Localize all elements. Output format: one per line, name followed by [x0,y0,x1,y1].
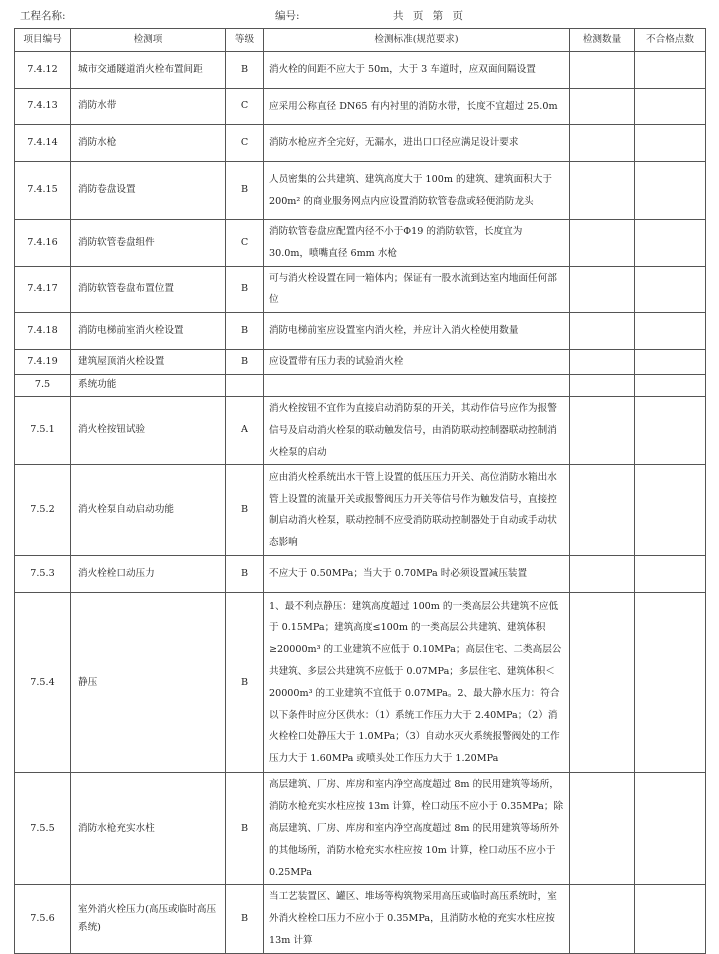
row-item: 消火栓栓口动压力 [71,556,226,593]
row-fail-cell[interactable] [635,374,706,396]
table-header-row [15,29,706,52]
row-grade: B [226,593,264,773]
row-fail-cell[interactable] [635,556,706,593]
row-fail-cell[interactable] [635,350,706,375]
row-item: 消防电梯前室消火栓设置 [71,313,226,350]
row-standard: 可与消火栓设置在同一箱体内；保证有一股水流到达室内地面任何部位 [264,266,570,313]
col-header-code: 项目编号 [15,29,71,52]
row-item: 消防卷盘设置 [71,162,226,220]
row-code: 7.4.18 [15,313,71,350]
row-item: 消防软管卷盘组件 [71,220,226,267]
row-grade: B [226,556,264,593]
row-fail-cell[interactable] [635,396,706,464]
row-item: 消防水枪充实水柱 [71,773,226,885]
row-count-cell[interactable] [570,556,635,593]
row-code: 7.4.19 [15,350,71,375]
row-item: 消火栓泵自动启动功能 [71,465,226,556]
row-fail-cell[interactable] [635,313,706,350]
row-grade: B [226,52,264,89]
col-header-item: 检测项 [71,29,226,52]
row-standard [264,374,570,396]
row-count-cell[interactable] [570,350,635,375]
row-code: 7.4.14 [15,125,71,162]
table-row [15,162,706,220]
row-code: 7.5.6 [15,885,71,953]
col-header-fail: 不合格点数 [635,29,706,52]
row-fail-cell[interactable] [635,465,706,556]
row-count-cell[interactable] [570,885,635,953]
row-item: 静压 [71,593,226,773]
table-row [15,350,706,375]
row-code: 7.5.5 [15,773,71,885]
row-grade: A [226,396,264,464]
row-code: 7.5.1 [15,396,71,464]
row-standard: 当工艺装置区、罐区、堆场等构筑物采用高压或临时高压系统时，室外消火栓栓口压力不应小于 0.35MPa，且消防水枪的充实水柱应按 13m 计算 [264,885,570,953]
col-header-grade: 等级 [226,29,264,52]
row-count-cell[interactable] [570,374,635,396]
row-item: 消防软管卷盘布置位置 [71,266,226,313]
row-standard: 高层建筑、厂房、库房和室内净空高度超过 8m 的民用建筑等场所，消防水枪充实水柱应按 13m 计算，栓口动压不应小于 0.35MPa；除高层建筑、厂房、库房和室内净空高度超过 8m 的民用建筑等场所外的其他场所，消防水枪充实水柱应按 10m 计算，栓口动压不应小于 0.25MPa [264,773,570,885]
row-grade: C [226,220,264,267]
row-code: 7.4.17 [15,266,71,313]
row-grade: B [226,266,264,313]
table-row [15,396,706,464]
row-grade: B [226,350,264,375]
row-fail-cell[interactable] [635,220,706,267]
row-standard: 应设置带有压力表的试验消火栓 [264,350,570,375]
row-code: 7.5.2 [15,465,71,556]
row-grade: B [226,465,264,556]
table-row [15,593,706,773]
table-row [15,52,706,89]
row-standard: 人员密集的公共建筑、建筑高度大于 100m 的建筑、建筑面积大于 200m² 的商业服务网点内应设置消防软管卷盘或轻便消防龙头 [264,162,570,220]
row-item: 建筑屋顶消火栓设置 [71,350,226,375]
row-count-cell[interactable] [570,593,635,773]
row-count-cell[interactable] [570,89,635,125]
row-count-cell[interactable] [570,125,635,162]
row-item: 消防水枪 [71,125,226,162]
table-row [15,125,706,162]
row-count-cell[interactable] [570,465,635,556]
row-item: 室外消火栓压力(高压或临时高压系统) [71,885,226,953]
row-fail-cell[interactable] [635,266,706,313]
table-row [15,89,706,125]
row-grade: B [226,885,264,953]
document-number-label: 编号: [275,10,300,22]
row-grade [226,374,264,396]
row-count-cell[interactable] [570,162,635,220]
table-row [15,465,706,556]
row-count-cell[interactable] [570,313,635,350]
row-code: 7.5.4 [15,593,71,773]
table-row [15,885,706,953]
row-grade: B [226,313,264,350]
row-standard: 应采用公称直径 DN65 有内衬里的消防水带，长度不宜超过 25.0m [264,89,570,125]
row-standard: 1、最不利点静压：建筑高度超过 100m 的一类高层公共建筑不应低于 0.15MPa；建筑高度≤100m 的一类高层公共建筑、建筑体积≥20000m³ 的工业建筑不应低于 0.10MPa；高层住宅、二类高层公共建筑、多层公共建筑不应低于 0.07MPa；多层住宅、建筑体积＜20000m³ 的工业建筑不宜低于 0.07MPa。2、最大静水压力：符合以下条件时应分区供水：（1）系统工作压力大于 2.40MPa；（2）消火栓栓口处静压大于 1.0MPa；（3）自动水灭火系统报警阀处的工作压力大于 1.60MPa 或喷头处工作压力大于 1.20MPa [264,593,570,773]
row-item: 消火栓按钮试验 [71,396,226,464]
row-standard: 应由消火栓系统出水干管上设置的低压压力开关、高位消防水箱出水管上设置的流量开关或报警阀压力开关等信号作为触发信号，直接控制启动消火栓泵，联动控制不应受消防联动控制器处于自动或手动状态影响 [264,465,570,556]
row-grade: B [226,162,264,220]
row-standard: 消火栓按钮不宜作为直接启动消防泵的开关，其动作信号应作为报警信号及启动消火栓泵的联动触发信号，由消防联动控制器联动控制消火栓泵的启动 [264,396,570,464]
row-code: 7.4.15 [15,162,71,220]
row-standard: 消防电梯前室应设置室内消火栓，并应计入消火栓使用数量 [264,313,570,350]
row-standard: 不应大于 0.50MPa；当大于 0.70MPa 时必须设置减压装置 [264,556,570,593]
row-item: 消防水带 [71,89,226,125]
row-code: 7.4.13 [15,89,71,125]
row-standard: 消防软管卷盘应配置内径不小于Φ19 的消防软管，长度宜为 30.0m，喷嘴直径 6mm 水枪 [264,220,570,267]
page-count-label: 共 页 第 页 [393,10,464,22]
row-fail-cell[interactable] [635,593,706,773]
row-code: 7.4.12 [15,52,71,89]
col-header-standard: 检测标准(规范要求) [264,29,570,52]
project-name-label: 工程名称: [20,10,66,22]
row-fail-cell[interactable] [635,125,706,162]
row-count-cell[interactable] [570,773,635,885]
row-fail-cell[interactable] [635,89,706,125]
row-fail-cell[interactable] [635,162,706,220]
row-standard: 消防水枪应齐全完好，无漏水，进出口口径应满足设计要求 [264,125,570,162]
row-code: 7.5.3 [15,556,71,593]
table-row [15,773,706,885]
row-item: 城市交通隧道消火栓布置间距 [71,52,226,89]
table-row [15,220,706,267]
row-count-cell[interactable] [570,266,635,313]
row-count-cell[interactable] [570,52,635,89]
row-item: 系统功能 [71,374,226,396]
row-count-cell[interactable] [570,220,635,267]
inspection-table [14,28,706,954]
row-grade: B [226,773,264,885]
table-row [15,266,706,313]
table-row [15,313,706,350]
row-code: 7.4.16 [15,220,71,267]
table-row [15,374,706,396]
row-grade: C [226,125,264,162]
row-count-cell[interactable] [570,396,635,464]
row-fail-cell[interactable] [635,885,706,953]
row-standard: 消火栓的间距不应大于 50m，大于 3 车道时，应双面间隔设置 [264,52,570,89]
row-code: 7.5 [15,374,71,396]
col-header-count: 检测数量 [570,29,635,52]
row-fail-cell[interactable] [635,52,706,89]
row-fail-cell[interactable] [635,773,706,885]
row-grade: C [226,89,264,125]
table-row [15,556,706,593]
